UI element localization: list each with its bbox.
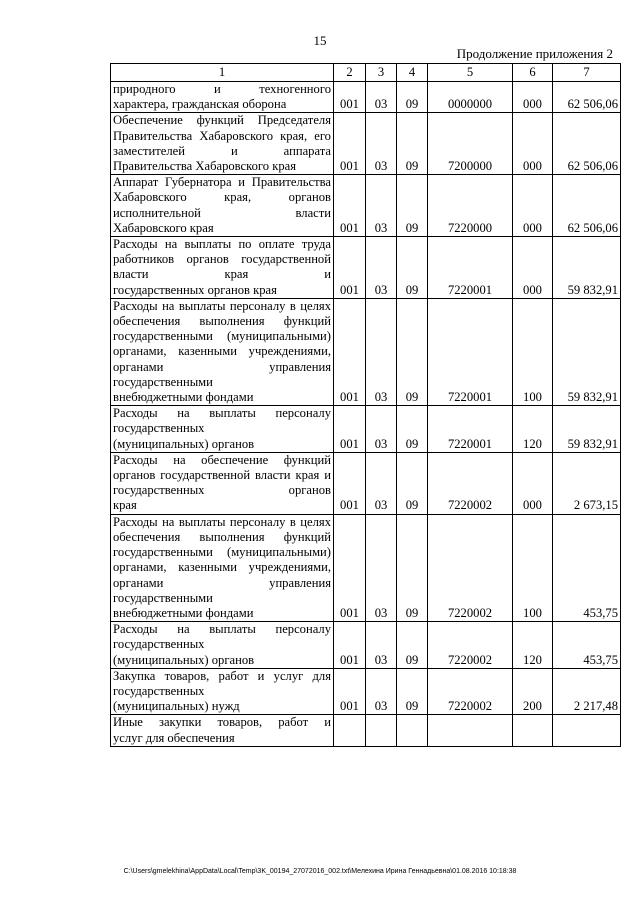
description-line: (муниципальных) нужд	[113, 699, 240, 714]
table-row	[111, 406, 621, 453]
description-line: Расходы на выплаты по оплате	[113, 237, 295, 252]
amount	[553, 715, 621, 746]
description-line: целях обеспечения выполнения	[113, 514, 331, 544]
col-3-code: 03	[366, 668, 397, 715]
col-4-code: 09	[397, 622, 428, 669]
col-6-code: 000	[513, 452, 553, 514]
col-6-code: 100	[513, 514, 553, 621]
description-line: края	[113, 498, 137, 513]
table-row	[111, 622, 621, 669]
description-line: (муниципальных) органов	[113, 436, 255, 451]
col-3-code: 03	[366, 514, 397, 621]
col-2-code: 001	[334, 298, 366, 405]
description-line: Расходы на выплаты персоналу в	[113, 514, 296, 529]
col-3-code: 03	[366, 237, 397, 299]
description-line: Правительства Хабаровского края,	[113, 175, 331, 205]
col-5-code: 7220002	[428, 514, 513, 621]
description-line: казенными учреждениями,	[178, 560, 331, 575]
table-row	[111, 237, 621, 299]
description-line: края и государственных органов	[113, 468, 331, 498]
amount: 62 506,06	[553, 113, 621, 175]
col-2-code: 001	[334, 668, 366, 715]
amount: 59 832,91	[553, 237, 621, 299]
description-line: государственной власти края и	[113, 252, 331, 282]
description-line: Обеспечение функций	[113, 113, 244, 128]
col-2-code: 001	[334, 82, 366, 113]
col-5-code: 7220001	[428, 237, 513, 299]
col-5-code: 0000000	[428, 82, 513, 113]
row-description	[111, 175, 334, 237]
amount: 2 217,48	[553, 668, 621, 715]
description-line: Закупка товаров, работ и услуг для	[113, 668, 331, 683]
col-6-code: 000	[513, 82, 553, 113]
description-line: внебюджетными фондами	[113, 605, 254, 620]
table-row	[111, 113, 621, 175]
col-5-code: 7220001	[428, 298, 513, 405]
description-line: Аппарат Губернатора и	[113, 175, 245, 190]
description-line: государственных	[113, 683, 205, 698]
col-4-code: 09	[397, 514, 428, 621]
col-4-code: 09	[397, 237, 428, 299]
col-3-code	[366, 715, 397, 746]
col-6-code	[513, 715, 553, 746]
row-description	[111, 113, 334, 175]
col-2-code: 001	[334, 237, 366, 299]
header-cell: 6	[513, 64, 553, 82]
col-2-code: 001	[334, 622, 366, 669]
description-line: казенными учреждениями,	[178, 344, 331, 359]
header-cell: 5	[428, 64, 513, 82]
col-4-code: 09	[397, 406, 428, 453]
budget-table	[110, 63, 621, 747]
amount: 62 506,06	[553, 175, 621, 237]
description-line: услуг для обеспечения	[113, 730, 235, 745]
amount: 59 832,91	[553, 406, 621, 453]
col-5-code: 7220002	[428, 622, 513, 669]
table-row	[111, 668, 621, 715]
description-line: функций государственными	[113, 314, 331, 344]
amount: 2 673,15	[553, 452, 621, 514]
col-4-code: 09	[397, 82, 428, 113]
col-2-code: 001	[334, 514, 366, 621]
col-6-code: 000	[513, 175, 553, 237]
header-cell: 4	[397, 64, 428, 82]
col-3-code: 03	[366, 113, 397, 175]
row-description	[111, 406, 334, 453]
col-6-code: 000	[513, 237, 553, 299]
description-line: государственными	[113, 590, 213, 605]
col-6-code: 120	[513, 406, 553, 453]
table-row	[111, 298, 621, 405]
col-5-code	[428, 715, 513, 746]
col-5-code: 7220002	[428, 668, 513, 715]
col-4-code: 09	[397, 175, 428, 237]
description-line: Хабаровского края, его	[199, 128, 331, 143]
row-description	[111, 668, 334, 715]
table-row	[111, 452, 621, 514]
col-5-code: 7200000	[428, 113, 513, 175]
table-header-row	[111, 64, 621, 82]
row-description	[111, 514, 334, 621]
file-path-footer: C:\Users\gmelekhina\AppData\Local\Temp\3K_00194_27072016_002.txt\Мелехина Ирина Геннадьевна\01.08.2016 10:18:38	[123, 868, 517, 875]
col-4-code: 09	[397, 668, 428, 715]
amount: 453,75	[553, 622, 621, 669]
description-line: органов государственной власти	[113, 468, 291, 483]
table-row	[111, 82, 621, 113]
description-line: (муниципальными) органами,	[113, 545, 331, 575]
description-line: (муниципальными) органами,	[113, 329, 331, 359]
col-2-code: 001	[334, 452, 366, 514]
description-line: (муниципальных) органов	[113, 652, 255, 667]
description-line: Иные закупки товаров, работ и	[113, 715, 331, 730]
table-row	[111, 715, 621, 746]
col-6-code: 200	[513, 668, 553, 715]
col-4-code	[397, 715, 428, 746]
description-line: Расходы на обеспечение функций	[113, 452, 331, 467]
amount: 453,75	[553, 514, 621, 621]
row-description	[111, 622, 334, 669]
col-5-code: 7220002	[428, 452, 513, 514]
col-3-code: 03	[366, 622, 397, 669]
row-description	[111, 82, 334, 113]
table-row	[111, 514, 621, 621]
description-line: целях обеспечения выполнения	[113, 298, 331, 329]
description-line: Хабаровского края	[113, 220, 214, 235]
description-line: заместителей и аппарата	[113, 143, 331, 158]
col-4-code: 09	[397, 452, 428, 514]
description-line: труда работников органов	[113, 237, 332, 267]
row-description	[111, 237, 334, 299]
col-6-code: 120	[513, 622, 553, 669]
col-3-code: 03	[366, 82, 397, 113]
description-line: органов исполнительной власти	[113, 190, 331, 220]
col-3-code: 03	[366, 406, 397, 453]
col-3-code: 03	[366, 452, 397, 514]
amount: 59 832,91	[553, 298, 621, 405]
col-5-code: 7220001	[428, 406, 513, 453]
header-cell: 7	[553, 64, 621, 82]
col-3-code: 03	[366, 175, 397, 237]
page-number: 15	[313, 33, 327, 48]
col-2-code: 001	[334, 175, 366, 237]
description-line: функций государственными	[113, 529, 331, 560]
continuation-label: Продолжение приложения 2	[456, 46, 613, 61]
description-line: государственных органов края	[113, 282, 277, 297]
col-2-code: 001	[334, 113, 366, 175]
description-line: органами управления	[113, 359, 331, 374]
description-line: государственных	[113, 637, 205, 652]
col-2-code	[334, 715, 366, 746]
row-description	[111, 298, 334, 405]
amount: 62 506,06	[553, 82, 621, 113]
description-line: государственных	[113, 421, 205, 436]
col-5-code: 7220000	[428, 175, 513, 237]
table-row	[111, 175, 621, 237]
description-line: Правительства Хабаровского края	[113, 159, 297, 174]
description-line: природного и техногенного	[113, 82, 331, 96]
col-4-code: 09	[397, 113, 428, 175]
header-cell: 3	[366, 64, 397, 82]
col-6-code: 100	[513, 298, 553, 405]
col-6-code: 000	[513, 113, 553, 175]
description-line: характера, гражданская оборона	[113, 97, 287, 112]
description-line: государственными	[113, 374, 213, 389]
description-line: Председателя Правительства	[113, 113, 331, 143]
row-description	[111, 715, 334, 746]
description-line: внебюджетными фондами	[113, 390, 254, 405]
col-3-code: 03	[366, 298, 397, 405]
col-4-code: 09	[397, 298, 428, 405]
header-cell: 2	[334, 64, 366, 82]
row-description	[111, 452, 334, 514]
description-line: Расходы на выплаты персоналу в	[113, 298, 296, 313]
header-cell: 1	[111, 64, 334, 82]
description-line: Расходы на выплаты персоналу	[113, 406, 331, 421]
description-line: органами управления	[113, 575, 331, 590]
col-2-code: 001	[334, 406, 366, 453]
description-line: Расходы на выплаты персоналу	[113, 622, 331, 637]
